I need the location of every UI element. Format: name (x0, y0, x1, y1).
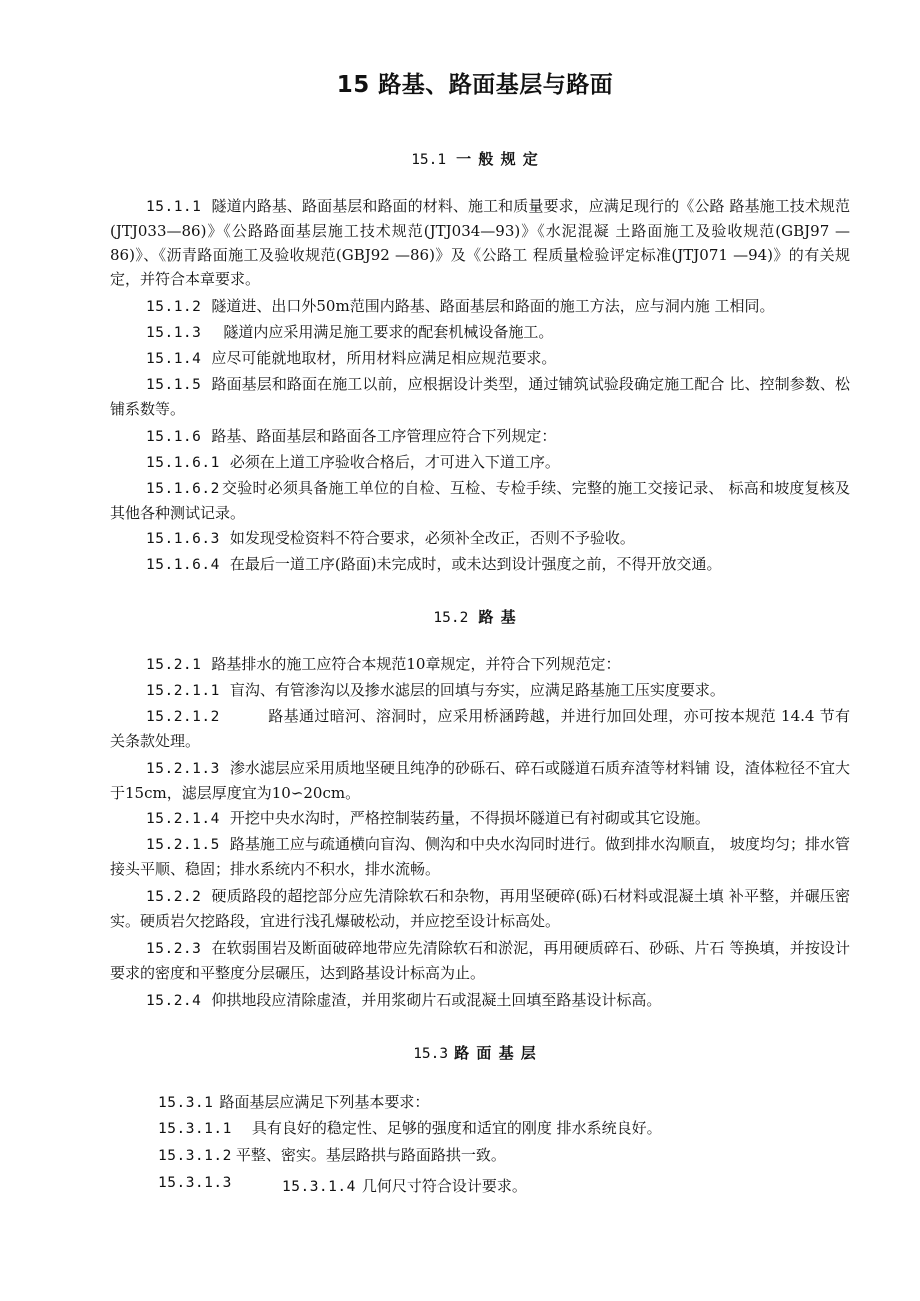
clause-text: 隧道内应采用满足施工要求的配套机械设备施工。 (223, 323, 554, 341)
clause-15-3-1 (158, 1090, 429, 1115)
clause-15-1-3 (110, 320, 850, 345)
clause-number: 15.1.6.4 (146, 557, 220, 573)
section-title: 路 面 基 层 (454, 1044, 537, 1062)
clause-number: 15.1.5 (146, 377, 202, 393)
clause-15-2-3 (110, 936, 850, 985)
clause-15-2-1-3 (110, 756, 850, 805)
clause-number: 15.1.6.1 (146, 455, 220, 471)
clause-text: 路面基层和路面在施工以前，应根据设计类型，通过铺筑试验段确定施工配合 比、控制参数、松铺系数等。 (110, 375, 850, 418)
clause-text: 开挖中央水沟时，严格控制装药量，不得损坏隧道已有衬砌或其它设施。 (229, 809, 710, 827)
clause-text: 几何尺寸符合设计要求。 (361, 1177, 527, 1195)
section-title: 路 基 (478, 608, 517, 626)
clause-number: 15.2.1.3 (146, 761, 220, 777)
clause-15-2-1-5 (110, 832, 850, 881)
section-number: 15.1 (411, 152, 447, 168)
clause-number: 15.2.1.4 (146, 811, 220, 827)
clause-text: 路基、路面基层和路面各工序管理应符合下列规定： (211, 427, 557, 445)
clause-number: 15.3.1.3 (158, 1175, 232, 1191)
clause-15-3-1-3 (158, 1170, 242, 1195)
clause-text: 如发现受检资料不符合要求，必须补全改正，否则不予验收。 (229, 529, 635, 547)
clause-number: 15.2.1.2 (146, 709, 220, 725)
clause-15-1-6 (110, 424, 850, 449)
clause-number: 15.1.6.3 (146, 531, 220, 547)
clause-15-3-1-2 (158, 1143, 506, 1168)
clause-text: 应尽可能就地取材，所用材料应满足相应规范要求。 (211, 349, 557, 367)
clause-15-2-2 (110, 884, 850, 933)
clause-number: 15.2.3 (146, 941, 202, 957)
clause-15-3-1-4 (282, 1174, 527, 1199)
clause-number: 15.2.2 (146, 889, 202, 905)
clause-15-1-4 (110, 346, 850, 371)
clause-number: 15.2.1.1 (146, 683, 220, 699)
clause-text: 仰拱地段应清除虚渣，并用浆砌片石或混凝土回填至路基设计标高。 (211, 991, 662, 1009)
clause-text: 平整、密实。基层路拱与路面路拱一致。 (235, 1146, 506, 1164)
clause-text: 路基排水的施工应符合本规范10章规定，并符合下列规范定： (211, 655, 621, 673)
clause-15-1-6-3 (110, 526, 850, 551)
chapter-title: 15 路基、路面基层与路面 (336, 72, 614, 98)
clause-15-1-1 (110, 194, 850, 291)
clause-text: 具有良好的稳定性、足够的强度和适宜的刚度 排水系统良好。 (251, 1119, 662, 1137)
clause-text: 路面基层应满足下列基本要求： (219, 1093, 430, 1111)
clause-number: 15.1.4 (146, 351, 202, 367)
clause-15-3-1-1 (158, 1116, 662, 1141)
clause-15-2-4 (110, 988, 850, 1013)
clause-15-2-1 (110, 652, 850, 677)
section-heading-15-1 (0, 148, 920, 169)
section-heading-15-2 (0, 606, 920, 627)
clause-15-1-6-4 (110, 552, 850, 577)
clause-number: 15.1.2 (146, 299, 202, 315)
clause-number: 15.3.1.1 (158, 1121, 232, 1137)
section-number: 15.2 (433, 610, 469, 626)
clause-text: 路基通过暗河、溶洞时，应采用桥涵跨越，并进行加回处理，亦可按本规范 14.4 节有关条款处理。 (110, 707, 850, 750)
clause-text: 硬质路段的超挖部分应先清除软石和杂物，再用坚硬碎(砾)石材料或混凝土填 补平整，并碾压密实。硬质岩欠挖路段，宜进行浅孔爆破松动，并应挖至设计标高处。 (110, 887, 850, 930)
section-title: 一 般 规 定 (456, 150, 539, 168)
clause-number: 15.2.1 (146, 657, 202, 673)
clause-text: 渗水滤层应采用质地坚硬且纯净的砂砾石、碎石或隧道石质弃渣等材料铺 设，渣体粒径不宜大于15cm，滤层厚度宜为10∽20cm。 (110, 759, 850, 802)
clause-number: 15.3.1.4 (282, 1179, 356, 1195)
clause-15-2-1-1 (110, 678, 850, 703)
clause-number: 15.1.6 (146, 429, 202, 445)
section-number: 15.3 (413, 1046, 449, 1062)
clause-text: 隧道进、出口外50m范围内路基、路面基层和路面的施工方法，应与洞内施 工相同。 (211, 297, 775, 315)
clause-text: 盲沟、有管渗沟以及掺水滤层的回填与夯实，应满足路基施工压实度要求。 (229, 681, 725, 699)
clause-number: 15.2.1.5 (146, 837, 220, 853)
clause-number: 15.3.1 (158, 1095, 214, 1111)
clause-number: 15.1.3 (146, 325, 202, 341)
clause-text: 路基施工应与疏通横向盲沟、侧沟和中央水沟同时进行。做到排水沟顺直， 坡度均匀；排水管接头平顺、稳固；排水系统内不积水，排水流畅。 (110, 835, 850, 878)
clause-text: 在软弱围岩及断面破碎地带应先清除软石和淤泥，再用硬质碎石、砂砾、片石 等换填，并按设计要求的密度和平整度分层碾压，达到路基设计标高为止。 (110, 939, 850, 982)
clause-15-1-6-1 (110, 450, 850, 475)
clause-15-2-1-4 (110, 806, 850, 831)
section-heading-15-3 (0, 1042, 920, 1063)
clause-number: 15.2.4 (146, 993, 202, 1009)
clause-text: 在最后一道工序(路面)未完成时，或未达到设计强度之前，不得开放交通。 (229, 555, 722, 573)
clause-text: 交验时必须具备施工单位的自检、互检、专检手续、完整的施工交接记录、 标高和坡度复核及其他各种测试记录。 (110, 479, 850, 522)
clause-15-1-6-2 (110, 476, 850, 525)
clause-number: 15.1.1 (146, 199, 202, 215)
clause-text: 隧道内路基、路面基层和路面的材料、施工和质量要求，应满足现行的《公路 路基施工技术规范(JTJ033—86)》《公路路面基层施工技术规范(JTJ034—93)》《水泥混凝 土路面施工及验收规范(GBJ97 —86)》、《沥青路面施工及验收规范(GBJ92 —86)》及《公路工 程质量检验评定标准(JTJ071 —94)》的有关规定，并符合本章要求。 (110, 197, 850, 288)
clause-15-1-2 (110, 294, 850, 319)
clause-15-1-5 (110, 372, 850, 421)
clause-number: 15.3.1.2 (158, 1148, 232, 1164)
clause-number: 15.1.6.2 (146, 481, 220, 497)
clause-15-2-1-2 (110, 704, 850, 753)
clause-text: 必须在上道工序验收合格后，才可进入下道工序。 (229, 453, 560, 471)
